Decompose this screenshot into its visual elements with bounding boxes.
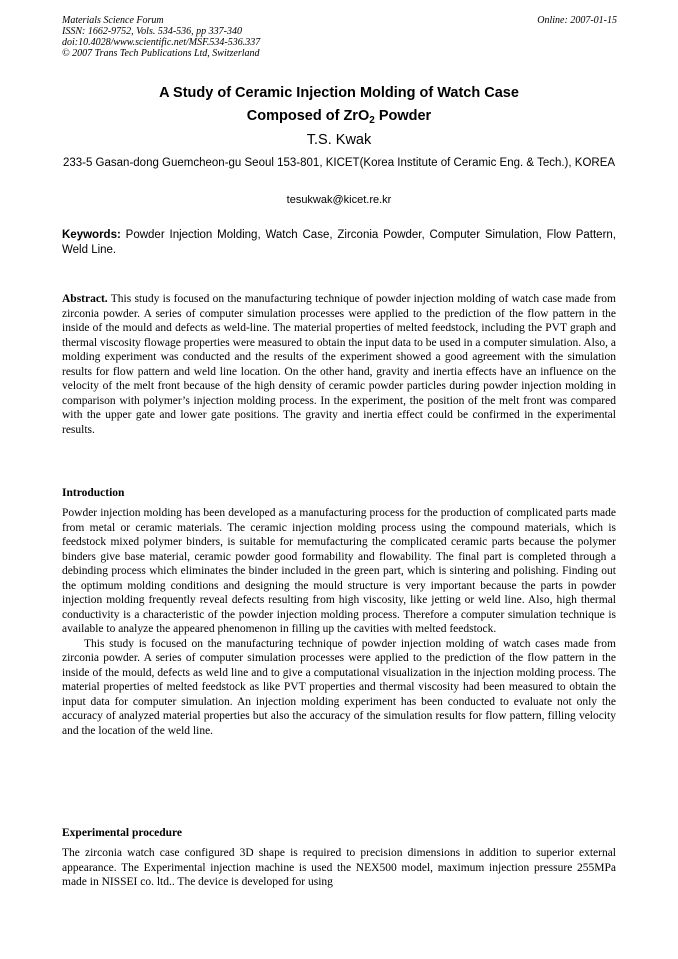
journal-header (62, 15, 617, 59)
experimental-heading: Experimental procedure (62, 827, 182, 839)
experimental-paragraph-1: The zirconia watch case configured 3D shape is required to precision dimensions in addition to superior external appearance. The Experimental injection machine is used the NEX500 model, maximum injection pressure 255MPa made in NISSEI co. ltd.. The device is developed for using (62, 847, 616, 888)
abstract-block (62, 292, 616, 437)
affiliation: 233-5 Gasan-dong Guemcheon-gu Seoul 153-801, KICET(Korea Institute of Ceramic Eng. & Tech.), KOREA (62, 157, 616, 169)
keywords-text: Powder Injection Molding, Watch Case, Zirconia Powder, Computer Simulation, Flow Pattern, Weld Line. (62, 229, 616, 256)
keywords-label: Keywords: (62, 229, 121, 241)
introduction-heading: Introduction (62, 487, 125, 499)
copyright-line: © 2007 Trans Tech Publications Ltd, Switzerland (62, 48, 260, 59)
issn-line: ISSN: 1662-9752, Vols. 534-536, pp 337-340 (62, 26, 242, 37)
keywords-block (62, 228, 616, 257)
title-line-1: A Study of Ceramic Injection Molding of Watch Case (159, 85, 519, 101)
online-date: Online: 2007-01-15 (537, 15, 617, 26)
title-line-2-post: Powder (374, 108, 432, 124)
title-subscript: 2 (369, 115, 375, 126)
introduction-body (62, 506, 616, 738)
author-name: T.S. Kwak (306, 132, 372, 148)
title-line-2 (62, 105, 616, 128)
title-line-2-pre: Composed of ZrO (246, 108, 370, 124)
introduction-paragraph-2: This study is focused on the manufacturing technique of powder injection molding of watch cases made from zirconia powder. A series of computer simulation processes were applied to the prediction of the flow pattern in the inside of the mould, defects as weld line and to give a computational visualization in the injection molding process. The material properties of melted feedstock as like PVT properties and thermal viscosity had been measured to obtain the input data for computer simulation. An injection molding experiment has been conducted to evaluate not only the accuracy of analyzed material properties but also the accuracy of the simulation results for flow pattern, filling velocity and the location of the weld line. (62, 637, 616, 737)
abstract-text: This study is focused on the manufacturing technique of powder injection molding of watch case made from zirconia powder. A series of computer simulation processes were applied to the prediction of the flow pattern in the inside of the mould and defects as weld-line. The material properties of melted feedstock, including the PVT graph and thermal viscosity flowage properties were measured to obtain the input data to be used in a computer simulation. Also, a molding experiment was conducted and the results of the experiment showed a good agreement with the simulation results for flow pattern and weld line location. On the other hand, gravity and inertia effects have an influence on the velocity of the melt front because of the high density of ceramic powder particles during powder injection molding in comparison with polymer’s injection molding process. In the experiment, the position of the melt front was compared with the upper gate and lower gate positions. The gravity and inertia effect could be confirmed in the experimental results. (62, 293, 616, 436)
journal-name: Materials Science Forum (62, 15, 164, 26)
doi-line: doi:10.4028/www.scientific.net/MSF.534-536.337 (62, 37, 261, 48)
paper-title (62, 82, 616, 128)
abstract-label: Abstract. (62, 293, 108, 305)
introduction-paragraph-1: Powder injection molding has been developed as a manufacturing process for the production of complicated parts made from metal or ceramic materials. The ceramic injection molding process using the compound materials, which is feedstock mixed polymer binders, is suitable for memufacturing the complicated ceramic parts because the polymer binders give base material, ceramic powder good formability and flowability. The final part is completed through a debinding process which eliminates the binder included in the green part, which is sintering and polishing. Finding out the optimum molding conditions and designing the mould structure is very important because the parts in powder injection molding frequently reveal defects resulting from high viscosity, like jetting or weld line. Also, high thermal conductivity is a characteristic of the powder injection molding process. Therefore a computer simulation technique is available to analyze the appeared phenomenon in filling up the cavities with melted feedstock. (62, 507, 616, 635)
author-email: tesukwak@kicet.re.kr (286, 194, 392, 206)
